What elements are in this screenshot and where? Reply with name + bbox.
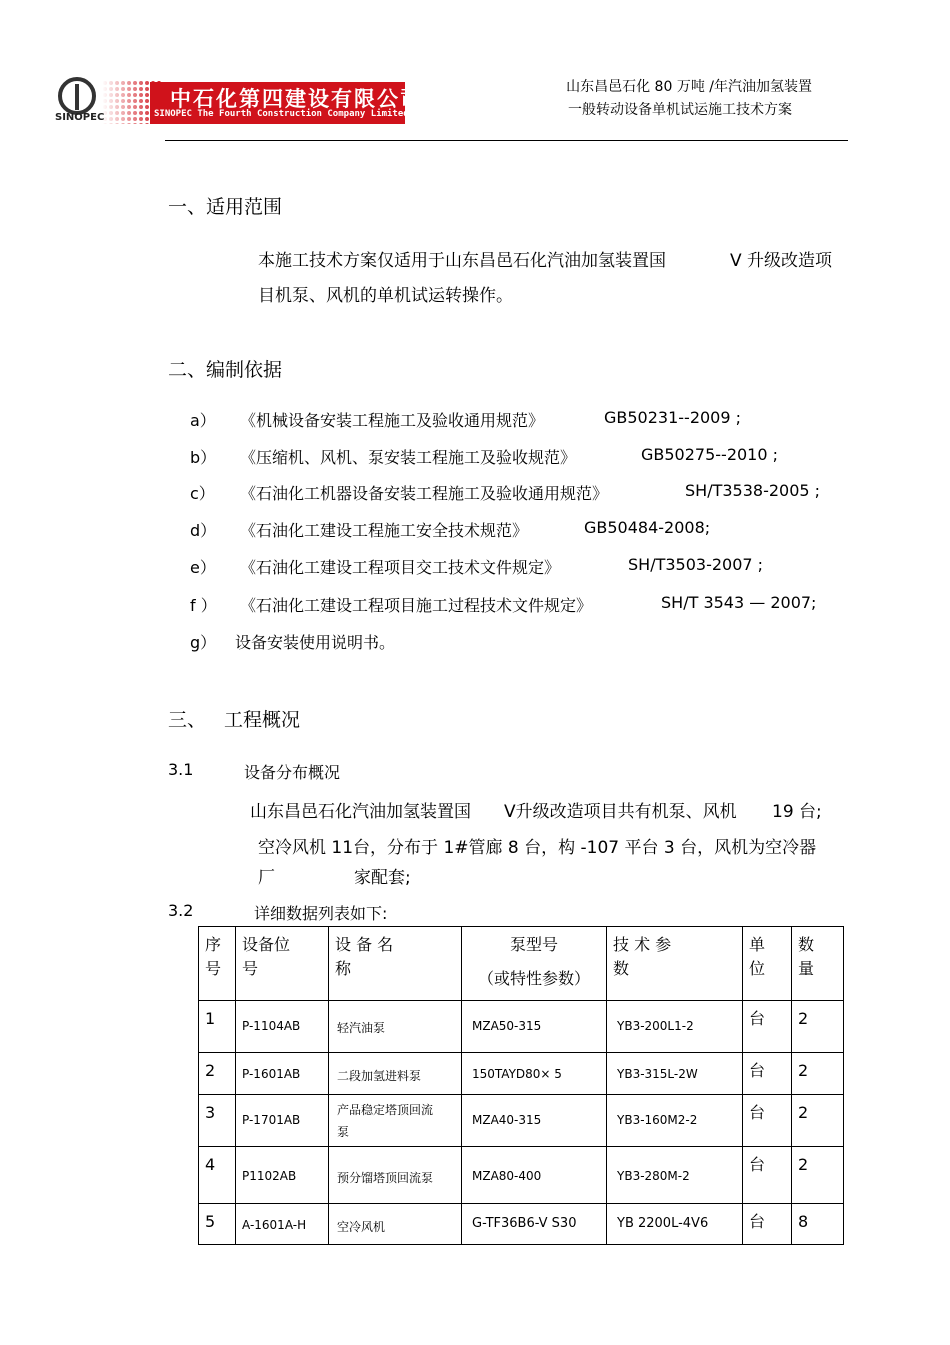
table-row bbox=[199, 1001, 844, 1053]
sinopec-emblem bbox=[55, 76, 105, 126]
cell-name: 空冷风机 bbox=[329, 1204, 462, 1245]
ref-code: SH/T3538-2005 ; bbox=[685, 481, 821, 500]
cell-qty: 2 bbox=[792, 1095, 844, 1147]
cell-unit: 台 bbox=[743, 1095, 792, 1147]
section1-line1: 本施工技术方案仅适用于山东昌邑石化汽油加氢装置国 bbox=[258, 251, 666, 271]
cell-qty: 8 bbox=[792, 1204, 844, 1245]
doc-title-line1: 山东昌邑石化 80 万吨 /年汽油加氢装置 bbox=[566, 79, 812, 95]
cell-model: G-TF36B6-V S30 bbox=[462, 1204, 607, 1245]
cell-unit: 台 bbox=[743, 1053, 792, 1095]
cell-tech: YB3-200L1-2 bbox=[607, 1001, 743, 1053]
header-divider bbox=[165, 140, 848, 141]
ref-label: d） bbox=[190, 521, 217, 540]
equipment-table bbox=[198, 926, 844, 1245]
col-header-tag: 设备位 号 bbox=[236, 927, 329, 1001]
doc-title-line2: 一般转动设备单机试运施工技术方案 bbox=[568, 102, 792, 118]
cell-tag: P-1601AB bbox=[236, 1053, 329, 1095]
ref-label: g） bbox=[190, 633, 217, 652]
cell-no: 3 bbox=[199, 1095, 236, 1147]
cell-qty: 2 bbox=[792, 1147, 844, 1204]
cell-tag: P-1104AB bbox=[236, 1001, 329, 1053]
ref-label: e） bbox=[190, 558, 216, 577]
para1-b: V升级改造项目共有机泵、风机 bbox=[504, 802, 737, 822]
sub2-num: 3.2 bbox=[168, 901, 194, 920]
cell-tag: A-1601A-H bbox=[236, 1204, 329, 1245]
cell-qty: 2 bbox=[792, 1001, 844, 1053]
para2: 空冷风机 11台，分布于 1#管廊 8 台，构 -107 平台 3 台，风机为空冷器 bbox=[258, 838, 817, 858]
ref-code: SH/T 3543 — 2007; bbox=[661, 593, 817, 612]
logo-text-zh: 中石化第四建设有限公司 bbox=[170, 87, 423, 111]
ref-title: 设备安装使用说明书。 bbox=[235, 633, 396, 652]
cell-tag: P-1701AB bbox=[236, 1095, 329, 1147]
cell-name: 二段加氢进料泵 bbox=[329, 1053, 462, 1095]
cell-tech: YB3-160M2-2 bbox=[607, 1095, 743, 1147]
table-row bbox=[199, 1053, 844, 1095]
company-logo bbox=[102, 80, 423, 124]
col-header-no: 序 号 bbox=[199, 927, 236, 1001]
cell-no: 2 bbox=[199, 1053, 236, 1095]
section3-heading: 工程概况 bbox=[224, 709, 301, 731]
cell-name: 预分馏塔顶回流泵 bbox=[329, 1147, 462, 1204]
ref-code: GB50275--2010 ; bbox=[641, 445, 779, 464]
cell-qty: 2 bbox=[792, 1053, 844, 1095]
cell-no: 4 bbox=[199, 1147, 236, 1204]
col-header-qty: 数 量 bbox=[792, 927, 844, 1001]
ref-code: SH/T3503-2007 ; bbox=[628, 555, 764, 574]
col-header-model: 泵型号 （或特性参数） bbox=[462, 927, 607, 1001]
ref-code: GB50231--2009 ; bbox=[604, 408, 742, 427]
col-header-unit: 单 位 bbox=[743, 927, 792, 1001]
col-header-name: 设 备 名 称 bbox=[329, 927, 462, 1001]
col-header-tech: 技 术 参 数 bbox=[607, 927, 743, 1001]
section1-line2: 目机泵、风机的单机试运转操作。 bbox=[258, 286, 513, 306]
cell-no: 1 bbox=[199, 1001, 236, 1053]
table-row bbox=[199, 1095, 844, 1147]
ref-label: f ） bbox=[190, 596, 217, 615]
ref-title: 《石油化工机器设备安装工程施工及验收通用规范》 bbox=[240, 484, 609, 503]
cell-model: 150TAYD80× 5 bbox=[462, 1053, 607, 1095]
table-row bbox=[199, 1204, 844, 1245]
cell-tech: YB3-315L-2W bbox=[607, 1053, 743, 1095]
ref-title: 《石油化工建设工程项目施工过程技术文件规定》 bbox=[240, 596, 593, 615]
cell-unit: 台 bbox=[743, 1204, 792, 1245]
ref-label: c） bbox=[190, 484, 215, 503]
emblem-label: SINOPEC bbox=[55, 112, 105, 123]
cell-unit: 台 bbox=[743, 1147, 792, 1204]
sub1-num: 3.1 bbox=[168, 760, 194, 779]
section1-line1-tail: V 升级改造项 bbox=[730, 251, 833, 271]
logo-text-en: SINOPEC The Fourth Construction Company Limited bbox=[154, 109, 409, 119]
sub2-title: 详细数据列表如下: bbox=[254, 904, 388, 923]
ref-title: 《石油化工建设工程项目交工技术文件规定》 bbox=[240, 558, 561, 577]
ref-title: 《机械设备安装工程施工及验收通用规范》 bbox=[240, 411, 545, 430]
para1-c: 19 台; bbox=[772, 802, 822, 822]
cell-model: MZA50-315 bbox=[462, 1001, 607, 1053]
sub1-title: 设备分布概况 bbox=[244, 763, 341, 782]
table-row bbox=[199, 1147, 844, 1204]
section1-heading: 一、适用范围 bbox=[168, 196, 283, 218]
table-header-row bbox=[199, 927, 844, 1001]
cell-tag: P1102AB bbox=[236, 1147, 329, 1204]
cell-tech: YB3-280M-2 bbox=[607, 1147, 743, 1204]
cell-unit: 台 bbox=[743, 1001, 792, 1053]
cell-name: 轻汽油泵 bbox=[329, 1001, 462, 1053]
ref-code: GB50484-2008; bbox=[584, 518, 711, 537]
cell-model: MZA80-400 bbox=[462, 1147, 607, 1204]
para3-a: 厂 bbox=[258, 868, 275, 888]
para1-a: 山东昌邑石化汽油加氢装置国 bbox=[250, 802, 471, 822]
ref-label: a） bbox=[190, 411, 216, 430]
ref-title: 《石油化工建设工程施工安全技术规范》 bbox=[240, 521, 529, 540]
cell-no: 5 bbox=[199, 1204, 236, 1245]
cell-tech: YB 2200L-4V6 bbox=[607, 1204, 743, 1245]
ref-label: b） bbox=[190, 448, 217, 467]
ref-title: 《压缩机、风机、泵安装工程施工及验收规范》 bbox=[240, 448, 577, 467]
cell-model: MZA40-315 bbox=[462, 1095, 607, 1147]
section2-heading: 二、编制依据 bbox=[168, 359, 283, 381]
section3-heading-num: 三、 bbox=[168, 709, 207, 731]
cell-name: 产品稳定塔顶回流 泵 bbox=[329, 1095, 462, 1147]
para3-b: 家配套; bbox=[354, 868, 411, 888]
